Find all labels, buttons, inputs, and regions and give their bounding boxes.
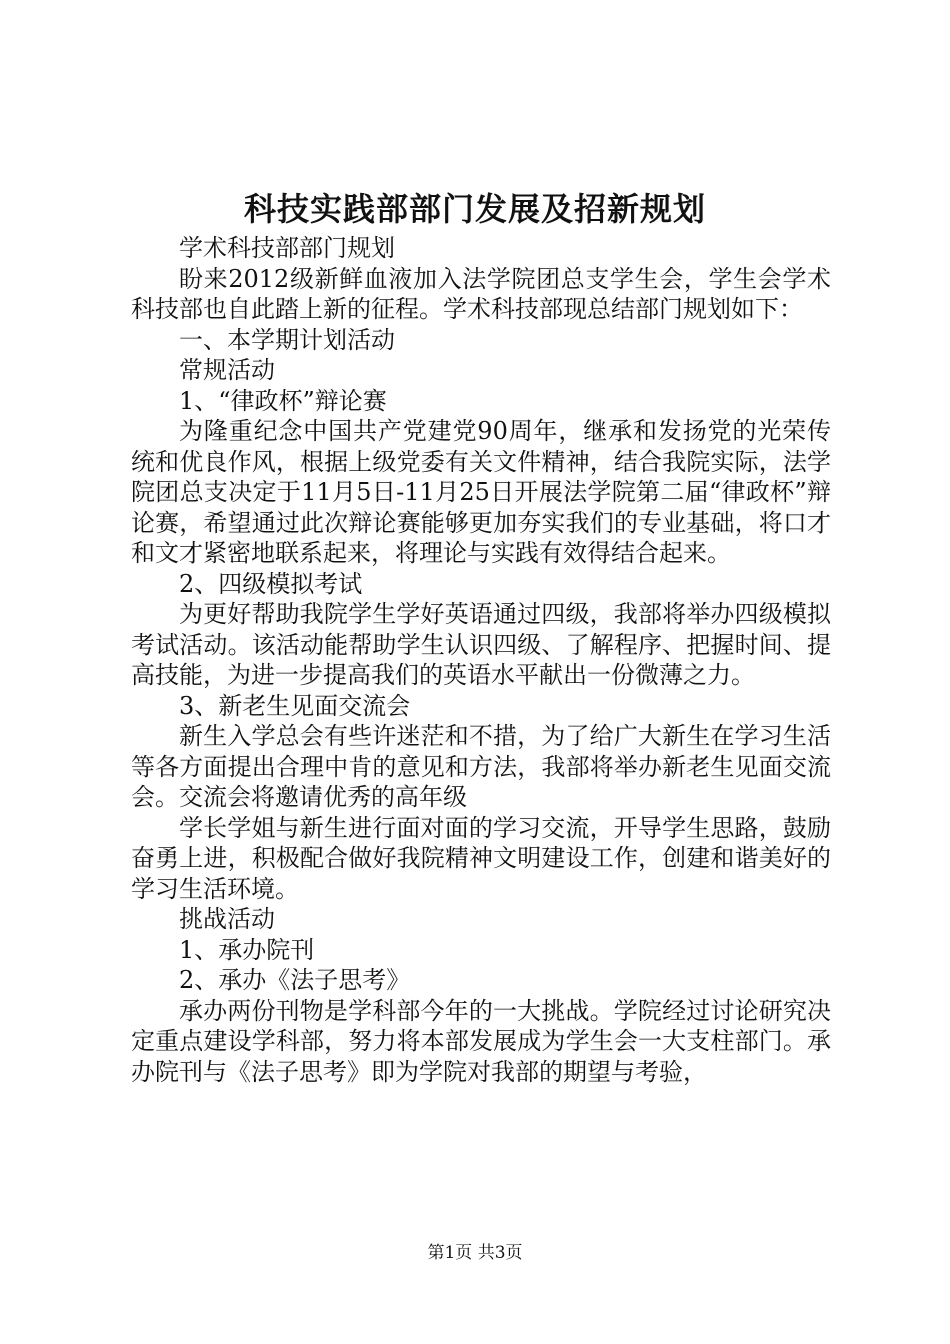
item-heading: 1、承办院刊 (179, 935, 315, 964)
item-heading: 1、“律政杯”辩论赛 (179, 386, 387, 415)
page-number: 第1页 共3页 (427, 1243, 523, 1263)
item-heading: 2、四级模拟考试 (179, 569, 363, 598)
item-heading: 2、承办《法子思考》 (179, 966, 411, 994)
section-heading: 常规活动 (179, 356, 275, 384)
item-heading: 3、新老生见面交流会 (179, 691, 411, 720)
document-body (131, 233, 831, 1087)
paragraph: 为隆重纪念中国共产党建党90周年，继承和发扬党的光荣传统和优良作风，根据上级党委有关文件精神，结合我院实际，法学院团总支决定于11月5日-11月25日开展法学院第二届“律政杯”辩论赛，希望通过此次辩论赛能够更加夯实我们的专业基础，将口才和文才紧密地联系起来，将理论与实践有效得结合起来。 (131, 417, 831, 567)
paragraph: 学长学姐与新生进行面对面的学习交流，开导学生思路，鼓励奋勇上进，积极配合做好我院精神文明建设工作，创建和谐美好的学习生活环境。 (131, 813, 831, 903)
section-heading: 一、本学期计划活动 (179, 325, 395, 354)
paragraph: 为更好帮助我院学生学好英语通过四级，我部将举办四级模拟考试活动。该活动能帮助学生认识四级、了解程序、把握时间、提高技能，为进一步提高我们的英语水平献出一份微薄之力。 (131, 600, 831, 689)
document-title: 科技实践部部门发展及招新规划 (243, 190, 706, 228)
section-heading: 挑战活动 (179, 905, 275, 933)
section-heading: 学术科技部部门规划 (179, 234, 395, 262)
paragraph: 盼来2012级新鲜血液加入法学院团总支学生会，学生会学术科技部也自此踏上新的征程。学术科技部现总结部门规划如下： (131, 264, 831, 323)
paragraph: 新生入学总会有些许迷茫和不措，为了给广大新生在学习生活等各方面提出合理中肯的意见和方法，我部将举办新老生见面交流会。交流会将邀请优秀的高年级 (131, 722, 831, 811)
paragraph: 承办两份刊物是学科部今年的一大挑战。学院经过讨论研究决定重点建设学科部，努力将本部发展成为学生会一大支柱部门。承办院刊与《法子思考》即为学院对我部的期望与考验， (131, 996, 831, 1086)
